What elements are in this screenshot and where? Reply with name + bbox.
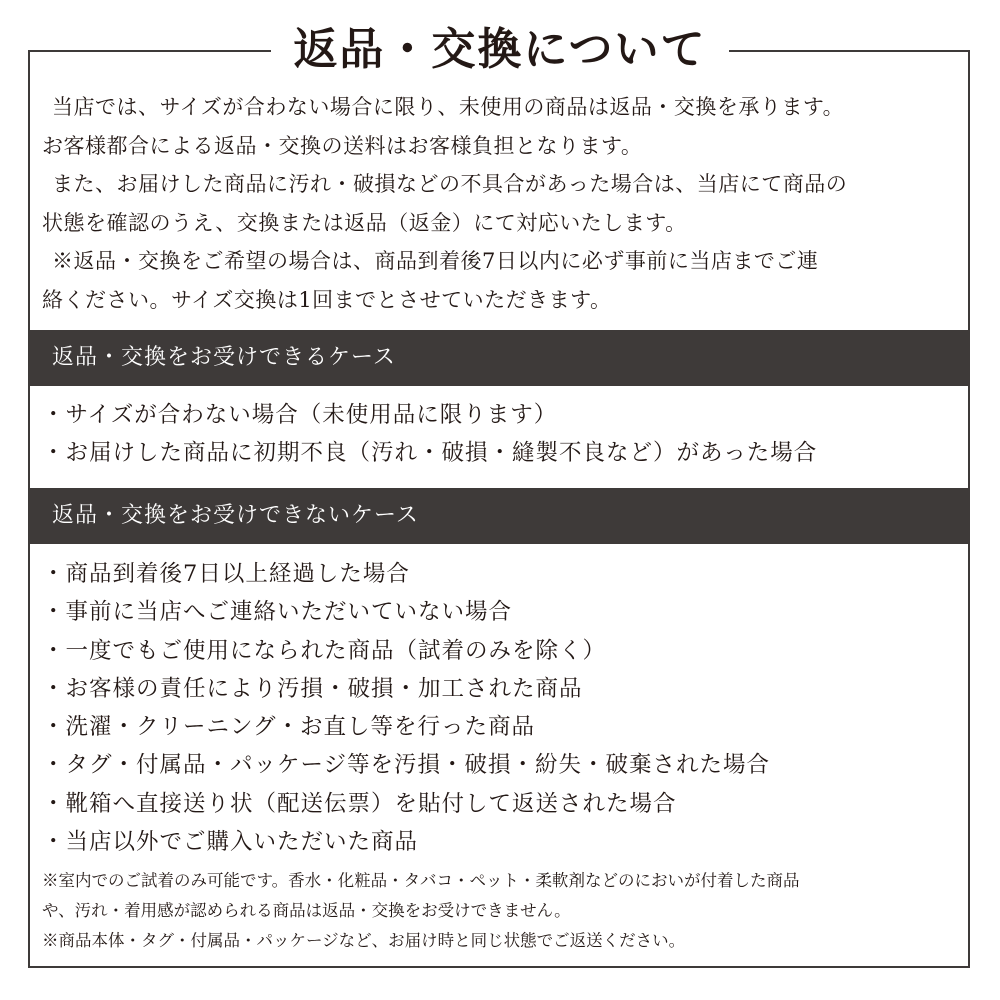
intro-text	[42, 88, 962, 320]
list-item: ・お届けした商品に初期不良（汚れ・破損・縫製不良など）があった場合	[42, 440, 818, 466]
intro-line: 当店では、サイズが合わない場合に限り、未使用の商品は返品・交換を承ります。	[52, 95, 845, 119]
note-line: や、汚れ・着用感が認められる商品は返品・交換をお受けできません。	[42, 901, 571, 920]
intro-line: ※返品・交換をご希望の場合は、商品到着後7日以内に必ず事前に当店までご連	[52, 249, 819, 274]
list-item: ・洗濯・クリーニング・お直し等を行った商品	[42, 714, 536, 741]
note-line: ※室内でのご試着のみ可能です。香水・化粧品・タバコ・ペット・柔軟剤などのにおいが付着した商品	[42, 871, 800, 890]
list-item: ・靴箱へ直接送り状（配送伝票）を貼付して返送された場合	[42, 790, 677, 817]
list-item: ・タグ・付属品・パッケージ等を汚損・破損・紛失・破棄された場合	[42, 752, 771, 779]
note-line: ※商品本体・タグ・付属品・パッケージなど、お届け時と同じ状態でご返送ください。	[42, 931, 686, 950]
list-item: ・事前に当店へご連絡いただいていない場合	[42, 599, 513, 626]
intro-line: お客様都合による返品・交換の送料はお客様負担となります。	[42, 133, 643, 158]
accepted-list	[42, 396, 817, 472]
not-accepted-list	[42, 555, 770, 861]
list-item: ・当店以外でご購入いただいた商品	[42, 829, 419, 856]
not-accepted-heading: 返品・交換をお受けできないケース	[30, 488, 968, 544]
list-item: ・一度でもご使用になられた商品（試着のみを除く）	[42, 637, 607, 664]
intro-line: 状態を確認のうえ、交換または返品（返金）にて対応いたします。	[42, 210, 687, 235]
page-title: 返品・交換について	[271, 18, 728, 82]
list-item: ・商品到着後7日以上経過した場合	[42, 561, 410, 587]
notes	[42, 866, 962, 956]
list-item: ・お客様の責任により汚損・破損・加工された商品	[42, 675, 583, 702]
intro-line: また、お届けした商品に汚れ・破損などの不具合があった場合は、当店にて商品の	[52, 172, 848, 197]
title-container	[0, 18, 1000, 82]
accepted-heading: 返品・交換をお受けできるケース	[30, 330, 968, 386]
list-item: ・サイズが合わない場合（未使用品に限ります）	[42, 402, 558, 428]
intro-line: 絡ください。サイズ交換は1回までとさせていただきます。	[42, 287, 612, 312]
